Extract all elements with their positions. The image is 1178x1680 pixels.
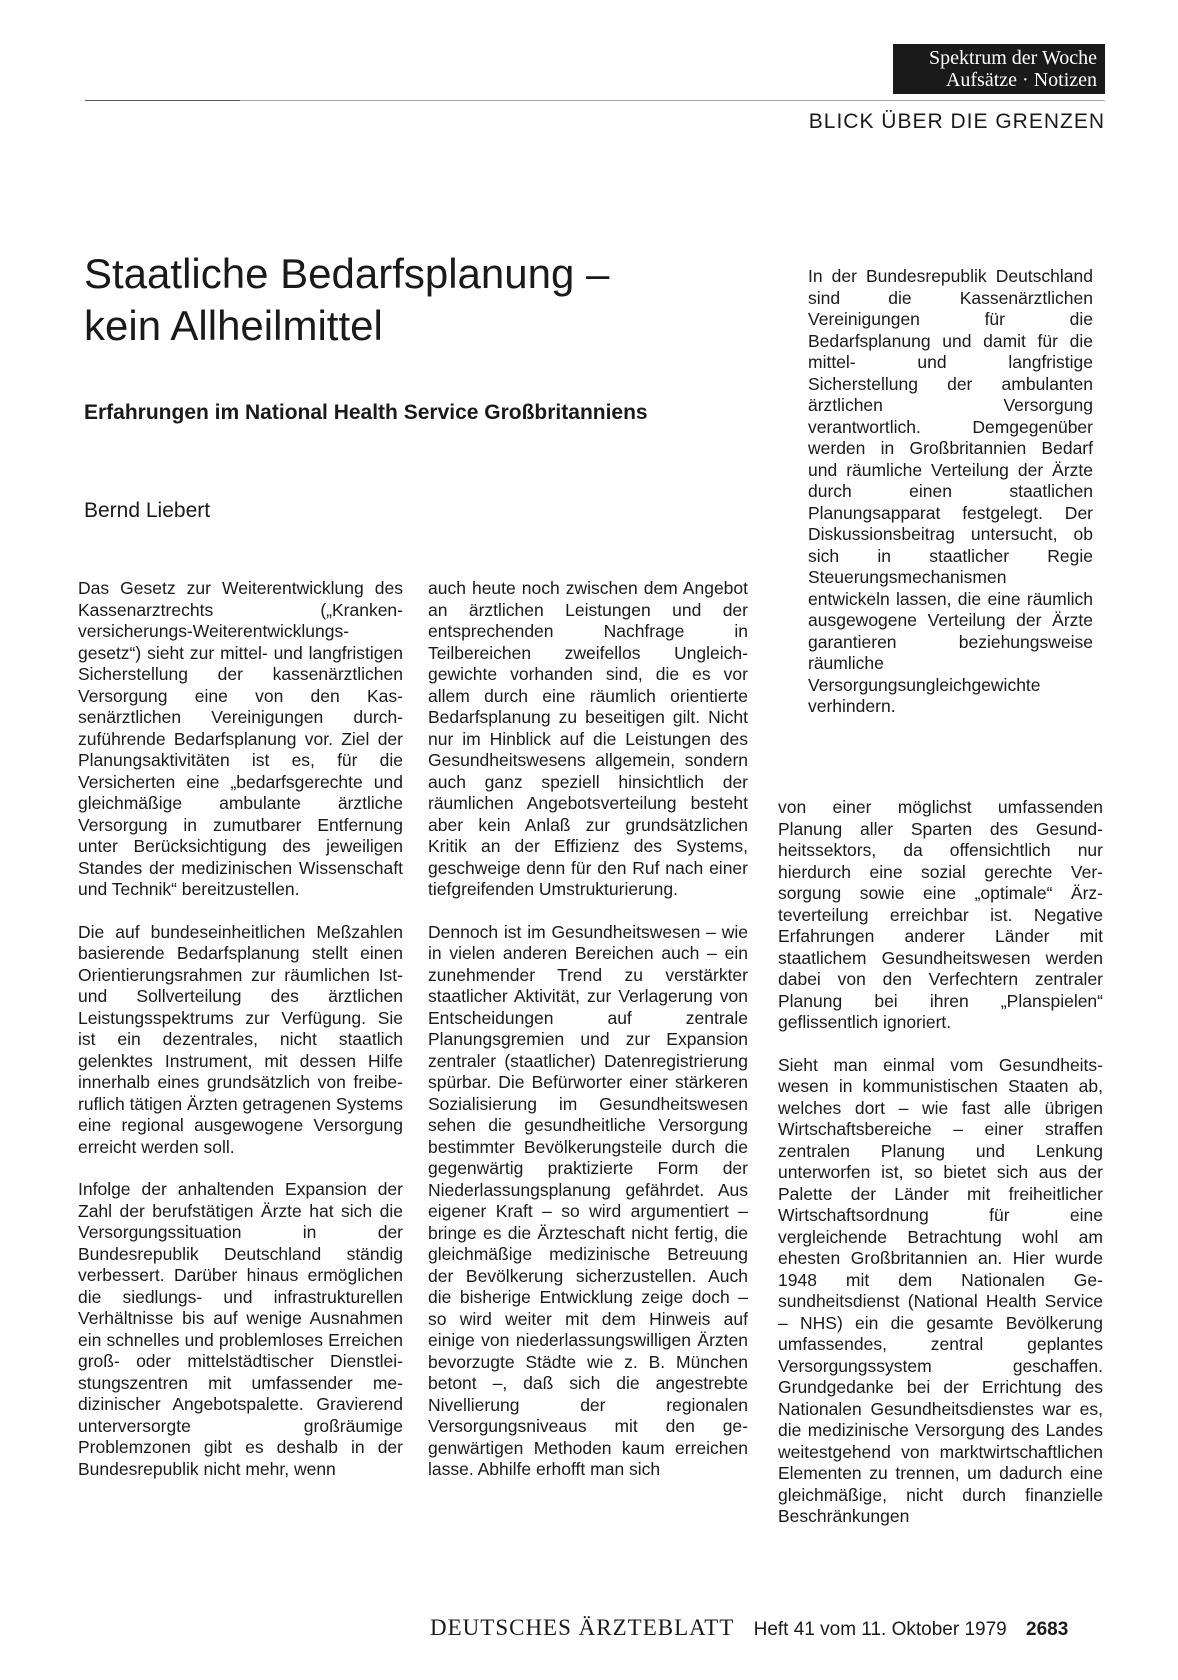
- issue-info: Heft 41 vom 11. Oktober 1979: [753, 1619, 1007, 1640]
- paragraph: von einer möglichst umfassenden Planung aller Sparten des Gesundheitssektors, da offensichtlich nur hierdurch eine sozial gerechte Versorgung sowie eine „optimale“ Ärzteverteilung erreichbar ist. Negative Erfahrungen anderer Länder mit staatlichem Gesundheitswesen werden dabei von den Verfechtern zentraler Planung bei ihren „Planspielen“ geflissentlich ignoriert.: [778, 797, 1103, 1032]
- section-badge: [893, 44, 1105, 94]
- paragraph: Sieht man einmal vom Gesundheitswesen in kommunistischen Staaten ab, welches dort – wie fast alle übrigen Wirtschaftsbereiche – einer straffen zentralen Planung und Lenkung unterworfen ist, so bietet sich aus der Palette der Länder mit freiheitlicher Wirtschaftsordnung für eine vergleichende Betrachtung wohl am ehesten Großbritannien an. Hier wurde 1948 mit dem Nationalen Gesundheitsdienst (National Health Service – NHS) ein die gesamte Bevölkerung umfassendes, zentral geplantes Versorgungssystem geschaffen. Grundgedanke bei der Errichtung des Nationalen Gesundheitsdienstes war es, die medizinische Versorgung des Landes weitestgehend von marktwirtschaftlichen Elementen zu trennen, um dadurch eine gleichmäßige, nicht durch finanzielle Beschränkungen: [778, 1054, 1103, 1526]
- header-rule-right: [240, 100, 1105, 101]
- abstract-text: In der Bundesrepublik Deutschland sind die Kassenärztlichen Vereinigungen für die Bedarfsplanung und damit für die mittel- und langfristige Sicherstellung der ambulanten ärztlichen Versorgung verantwortlich. Demgegenüber werden in Großbritannien Bedarf und räumliche Verteilung der Ärzte durch einen staatlichen Planungsapparat festgelegt. Der Diskussionsbeitrag untersucht, ob sich in staatlicher Regie Steuerungsmechanismen entwickeln lassen, die eine räumlich ausgewogene Verteilung der Ärzte garantieren beziehungsweise räumliche Versorgungsungleichgewichte verhindern.: [808, 266, 1093, 716]
- abstract: [808, 266, 1093, 739]
- column-2: [428, 578, 748, 1502]
- journal-name: DEUTSCHES ÄRZTEBLATT: [430, 1615, 735, 1640]
- paragraph: Die auf bundeseinheitlichen Meßzahlen basierende Bedarfsplanung stellt einen Orientierungsrahmen zur räumlichen Ist- und Sollverteilung des ärztlichen Leistungsspektrums zur Verfügung. Sie ist ein dezentrales, nicht staatlich gelenktes Instrument, mit dessen Hilfe innerhalb eines grundsätzlich von freiberuflich tätigen Ärzten getragenen Systems eine regional ausgewogene Versorgung erreicht werden soll.: [78, 921, 403, 1157]
- paragraph: auch heute noch zwischen dem Angebot an ärztlichen Leistungen und der entsprechenden Nachfrage in Teilbereichen zweifellos Ungleichgewichte vorhanden sind, die es vor allem durch eine räumlich orientierte Bedarfsplanung zu beseitigen gilt. Nicht nur im Hinblick auf die Leistungen des Gesundheitswesens allgemein, sondern auch ganz speziell hinsichtlich der räumlichen Angebotsverteilung besteht aber kein Anlaß zur grundsätzlichen Kritik an der Effizienz des Systems, geschweige denn für den Ruf nach einer tiefgreifenden Umstrukturierung.: [428, 578, 748, 899]
- header-rule-left: [85, 100, 240, 101]
- column-1: [78, 578, 403, 1501]
- page-number: 2683: [1026, 1619, 1069, 1640]
- paragraph: Das Gesetz zur Weiterentwicklung des Kassenarztrechts („Krankenversicherungs-Weiterentwicklungsgesetz“) sieht zur mittel- und langfristigen Sicherstellung der kassenärztlichen Versorgung eine von den Kassenärztlichen Vereinigungen durchzuführende Bedarfsplanung vor. Ziel der Planungsaktivitäten ist es, für die Versicherten eine „bedarfsgerechte und gleichmäßige ambulante ärztliche Versorgung in zumutbarer Entfernung unter Berücksichtigung des jeweiligen Standes der medizinischen Wissenschaft und Technik“ bereitzustellen.: [78, 578, 403, 899]
- article-title: [84, 248, 744, 352]
- article-subtitle: Erfahrungen im National Health Service Großbritanniens: [84, 401, 648, 424]
- badge-line-2: Aufsätze · Notizen: [945, 69, 1097, 91]
- title-line-1: Staatliche Bedarfsplanung –: [84, 250, 610, 297]
- badge-line-1: Spektrum der Woche: [929, 47, 1097, 69]
- page-footer: [430, 1615, 1068, 1641]
- section-label: BLICK ÜBER DIE GRENZEN: [808, 110, 1105, 133]
- column-3: [778, 797, 1103, 1549]
- paragraph: Dennoch ist im Gesundheitswesen – wie in vielen anderen Bereichen auch – ein zunehmender Trend zu verstärkter staatlicher Aktivität, zur Verlagerung von Entscheidungen auf zentrale Planungsgremien und zur Expansion zentraler (staatlicher) Datenregistrierung spürbar. Die Befürworter einer stärkeren Sozialisierung im Gesundheitswesen sehen die gesundheitliche Versorgung bestimmter Bevölkerungsteile durch die gegenwärtig praktizierte Form der Niederlassungsplanung gefährdet. Aus eigener Kraft – so wird argumentiert – bringe es die Ärzteschaft nicht fertig, die gleichmäßige medizinische Betreuung der Bevölkerung sicherzustellen. Auch die bisherige Entwicklung zeige doch – so wird weiter mit dem Hinweis auf einige von niederlassungswilligen Ärzten bevorzugte Städte wie z. B. München betont –, daß sich die angestrebte Nivellierung der regionalen Versorgungsniveaus mit den gegenwärtigen Methoden kaum erreichen lasse. Abhilfe erhofft man sich: [428, 921, 748, 1479]
- paragraph: Infolge der anhaltenden Expansion der Zahl der berufstätigen Ärzte hat sich die Versorgungssituation in der Bundesrepublik Deutschland ständig verbessert. Darüber hinaus ermöglichen die siedlungs- und infrastrukturellen Verhältnisse bis auf wenige Ausnahmen ein schnelles und problemloses Erreichen groß- oder mittelstädtischer Dienstleistungszentren mit umfassender medizinischer Angebotspalette. Gravierend unterversorgte großräumige Problemzonen gibt es deshalb in der Bundesrepublik nicht mehr, wenn: [78, 1179, 403, 1479]
- article-author: Bernd Liebert: [84, 499, 211, 522]
- title-line-2: kein Allheilmittel: [84, 302, 383, 349]
